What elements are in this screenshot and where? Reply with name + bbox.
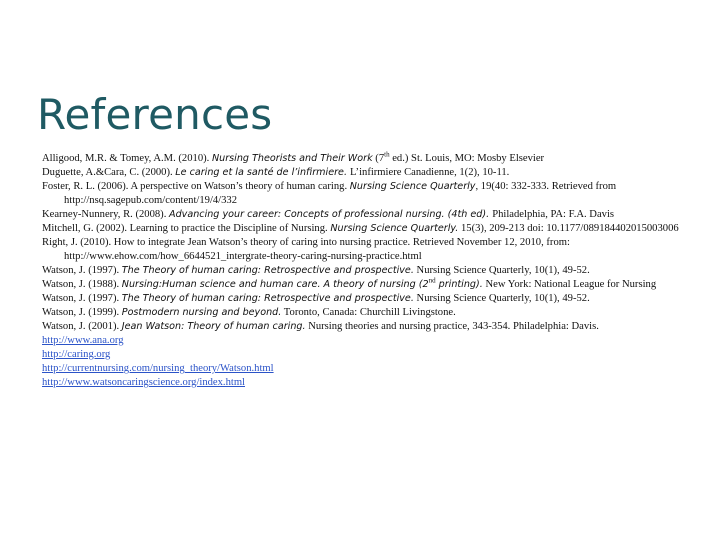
- reference-entry: Duguette, A.&Cara, C. (2000). Le caring et la santé de l’infirmiere. L’infirmiere Canadienne, 1(2), 10-11.: [42, 167, 510, 178]
- reference-list: [42, 152, 692, 390]
- link-watsoncaringscience[interactable]: http://www.watsoncaringscience.org/index.html: [42, 377, 246, 388]
- reference-entry: Watson, J. (1999). Postmodern nursing and beyond. Toronto, Canada: Churchill Livingstone.: [42, 307, 456, 318]
- link-item: [42, 348, 692, 362]
- reference-entry: Foster, R. L. (2006). A perspective on Watson’s theory of human caring. Nursing Science Quarterly, 19(40: 332-333. Retrieved from http://nsq.sagepub.com/content/19/4/332: [42, 181, 617, 206]
- reference-entry: Watson, J. (2001). Jean Watson: Theory of human caring. Nursing theories and nursing practice, 343-354. Philadelphia: Davis.: [42, 321, 599, 332]
- reference-entry: Watson, J. (1997). The Theory of human caring: Retrospective and prospective. Nursing Science Quarterly, 10(1), 49-52.: [42, 265, 590, 276]
- reference-entry: Alligood, M.R. & Tomey, A.M. (2010). Nursing Theorists and Their Work (7th ed.) St. Louis, MO: Mosby Elsevier: [42, 150, 545, 164]
- reference-entry: Watson, J. (1997). The Theory of human caring: Retrospective and prospective. Nursing Science Quarterly, 10(1), 49-52.: [42, 293, 590, 304]
- page-title: References: [37, 90, 273, 139]
- reference-entry: Right, J. (2010). How to integrate Jean Watson’s theory of caring into nursing practice. Retrieved November 12, 2010, from: http://www.ehow.com/how_6644521_intergrate-theory-caring-nursing-practice.html: [42, 237, 570, 262]
- link-ana[interactable]: http://www.ana.org: [42, 335, 124, 346]
- link-caring[interactable]: http://caring.org: [42, 349, 111, 360]
- reference-entry: Mitchell, G. (2002). Learning to practice the Discipline of Nursing. Nursing Science Quarterly. 15(3), 209-213 doi: 10.1177/089184402015003006: [42, 223, 679, 234]
- link-item: [42, 362, 692, 376]
- reference-entry: Kearney-Nunnery, R. (2008). Advancing your career: Concepts of professional nursing. (4th ed). Philadelphia, PA: F.A. Davis: [42, 209, 615, 220]
- reference-entry: Watson, J. (1988). Nursing:Human science and human care. A theory of nursing (2nd printing). New York: National League for Nursing: [42, 276, 657, 290]
- link-item: [42, 334, 692, 348]
- link-currentnursing[interactable]: http://currentnursing.com/nursing_theory/Watson.html: [42, 363, 274, 374]
- link-item: [42, 376, 692, 390]
